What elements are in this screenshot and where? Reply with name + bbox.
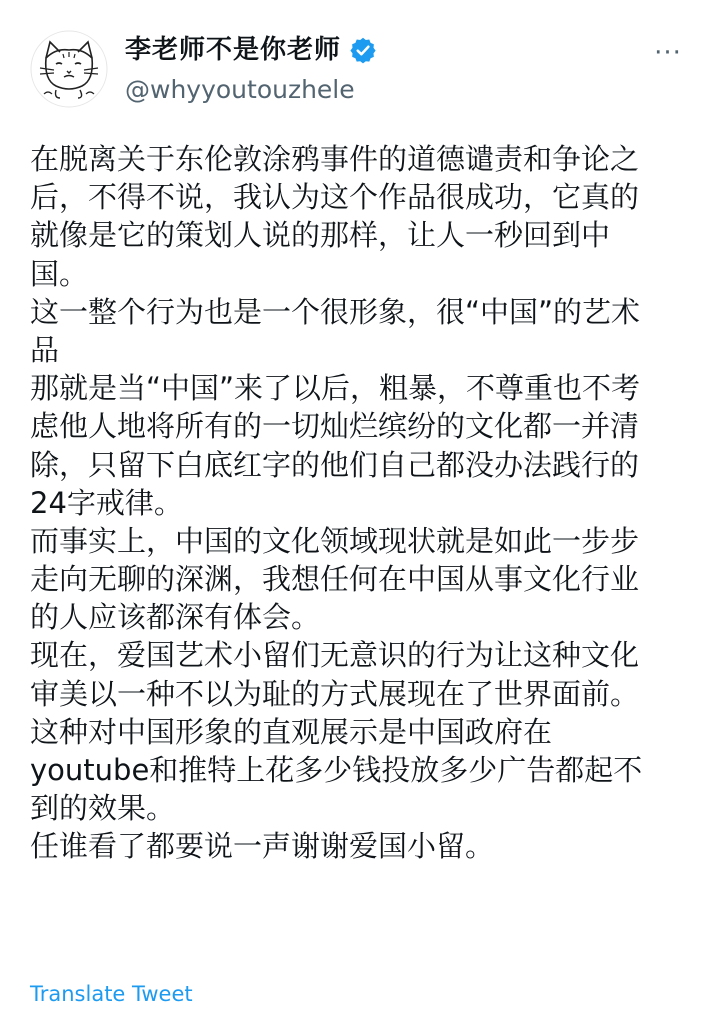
tweet-text-line: 24字戒律。 <box>30 485 183 520</box>
verified-badge-icon <box>349 36 377 64</box>
tweet-text-line: 除，只留下白底红字的他们自己都没办法践行的 <box>30 447 640 482</box>
tweet-text-line: 国。 <box>30 256 89 291</box>
tweet-text-line: 任谁看了都要说一声谢谢爱国小留。 <box>30 829 495 864</box>
tweet-text <box>30 140 690 866</box>
tweet-text-line: 就像是它的策划人说的那样，让人一秒回到中 <box>30 218 611 253</box>
tweet-text-line: 现在，爱国艺术小留们无意识的行为让这种文化 <box>30 638 640 673</box>
avatar[interactable] <box>30 30 108 108</box>
more-options-button[interactable] <box>648 38 688 68</box>
tweet-header <box>30 30 690 110</box>
tweet-text-line: 在脱离关于东伦敦涂鸦事件的道德谴责和争论之 <box>30 142 640 176</box>
tweet-text-line: 而事实上，中国的文化领域现状就是如此一步步 <box>30 523 640 558</box>
tweet-text-line: 这种对中国形象的直观展示是中国政府在 <box>30 714 553 749</box>
tweet-text-line: 审美以一种不以为耻的方式展现在了世界面前。 <box>30 676 640 711</box>
tweet-text-line: 走向无聊的深渊，我想任何在中国从事文化行业 <box>30 562 640 597</box>
cat-sketch-avatar-icon <box>30 30 108 108</box>
tweet-text-line: 到的效果。 <box>30 791 176 826</box>
tweet-text-line: 品 <box>30 332 60 367</box>
user-handle[interactable]: @whyyoutouzhele <box>125 75 355 104</box>
tweet-text-line: 那就是当“中国”来了以后，粗暴，不尊重也不考 <box>30 371 641 406</box>
tweet-text-line: 虑他人地将所有的一切灿烂缤纷的文化都一并清 <box>30 409 640 444</box>
more-dots-icon: ··· <box>654 38 682 68</box>
tweet-text-line: 这一整个行为也是一个很形象，很“中国”的艺术 <box>30 294 641 329</box>
tweet-text-line: youtube和推特上花多少钱投放多少广告都起不 <box>30 753 643 787</box>
display-name[interactable]: 李老师不是你老师 <box>125 35 342 65</box>
tweet-text-line: 后，不得不说，我认为这个作品很成功，它真的 <box>30 180 640 215</box>
tweet-text-line: 的人应该都深有体会。 <box>30 600 321 635</box>
display-name-row <box>125 30 377 70</box>
author-names <box>125 30 377 108</box>
translate-tweet-link[interactable]: Translate Tweet <box>30 982 193 1006</box>
